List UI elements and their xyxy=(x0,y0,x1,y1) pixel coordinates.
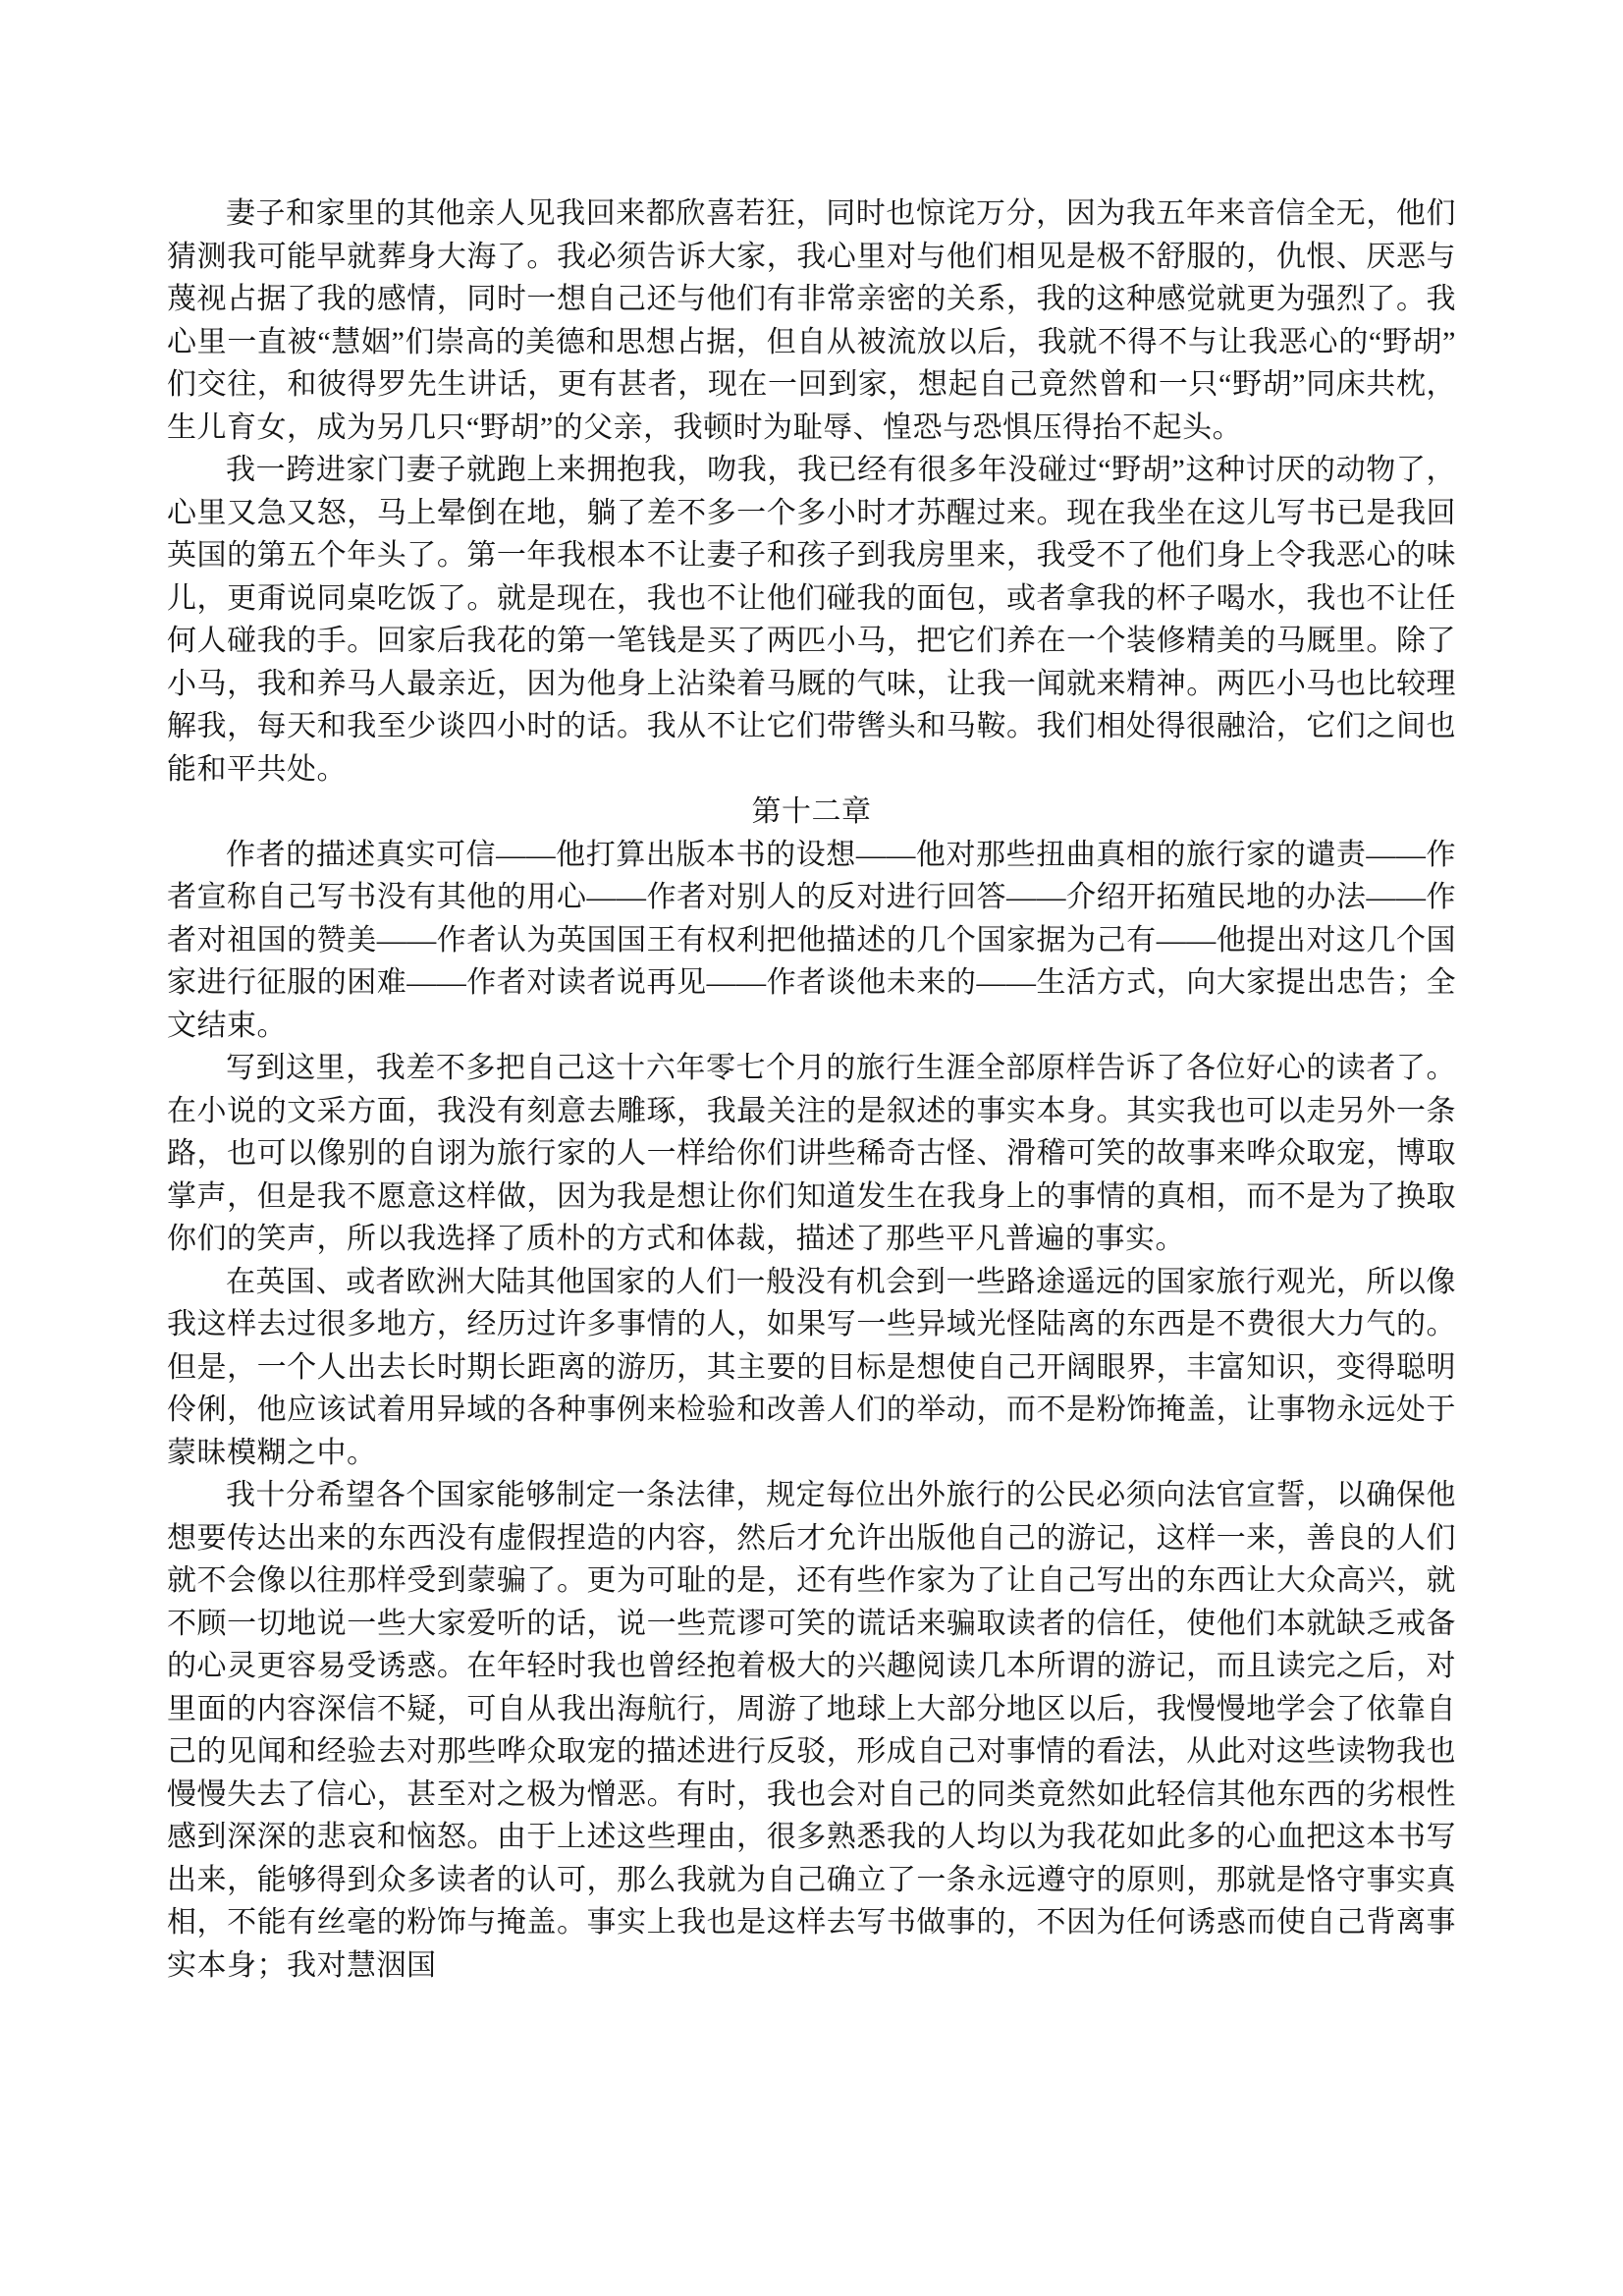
document-body xyxy=(167,192,1456,1987)
paragraph-travel-purpose: 在英国、或者欧洲大陆其他国家的人们一般没有机会到一些路途遥远的国家旅行观光，所以像我这样去过很多地方，经历过许多事情的人，如果写一些异域光怪陆离的东西是不费很大力气的。但是，一个人出去长时期长距离的游历，其主要的目标是想使自己开阔眼界，丰富知识，变得聪明伶俐，他应该试着用异域的各种事例来检验和改善人们的举动，而不是粉饰掩盖，让事物永远处于蒙昧模糊之中。 xyxy=(167,1265,1456,1469)
chapter-heading: 第十二章 xyxy=(751,795,872,828)
paragraph-wife-family: 妻子和家里的其他亲人见我回来都欣喜若狂，同时也惊诧万分，因为我五年来音信全无，他们猜测我可能早就葬身大海了。我必须告诉大家，我心里对与他们相见是极不舒服的，仇恨、厌恶与蔑视占据了我的感情，同时一想自己还与他们有非常亲密的关系，我的这种感觉就更为强烈了。我心里一直被“慧姻”们崇高的美德和思想占据，但自从被流放以后，我就不得不与让我恶心的“野胡”们交往，和彼得罗先生讲话，更有甚者，现在一回到家，想起自己竟然曾和一只“野胡”同床共枕，生儿育女，成为另几只“野胡”的父亲，我顿时为耻辱、惶恐与恐惧压得抬不起头。 xyxy=(167,197,1456,444)
paragraph-travel-law-truth: 我十分希望各个国家能够制定一条法律，规定每位出外旅行的公民必须向法官宣誓，以确保他想要传达出来的东西没有虚假捏造的内容，然后才允许出版他自己的游记，这样一来，善良的人们就不会像以往那样受到蒙骗了。更为可耻的是，还有些作家为了让自己写出的东西让大众高兴，就不顾一切地说一些大家爱听的话，说一些荒谬可笑的谎话来骗取读者的信任，使他们本就缺乏戒备的心灵更容易受诱惑。在年轻时我也曾经抱着极大的兴趣阅读几本所谓的游记，而且读完之后，对里面的内容深信不疑，可自从我出海航行，周游了地球上大部分地区以后，我慢慢地学会了依靠自己的见闻和经验去对那些哗众取宠的描述进行反驳，形成自己对事情的看法，从此对这些读物我也慢慢失去了信心，甚至对之极为憎恶。有时，我也会对自己的同类竟然如此轻信其他东西的劣根性感到深深的悲哀和恼怒。由于上述这些理由，很多熟悉我的人均以为我花如此多的心血把这本书写出来，能够得到众多读者的认可，那么我就为自己确立了一条永远遵守的原则，那就是恪守事实真相，不能有丝毫的粉饰与掩盖。事实上我也是这样去写书做事的，不因为任何诱惑而使自己背离事实本身；我对慧洇国 xyxy=(167,1479,1456,1982)
paragraph-chapter-summary: 作者的描述真实可信——他打算出版本书的设想——他对那些扭曲真相的旅行家的谴责——作者宣称自己写书没有其他的用心——作者对别人的反对进行回答——介绍开拓殖民地的办法——作者对祖国的赞美——作者认为英国国王有权利把他描述的几个国家据为己有——他提出对这几个国家进行征服的困难——作者对读者说再见——作者谈他未来的——生活方式，向大家提出忠告；全文结束。 xyxy=(167,838,1456,1042)
paragraph-homecoming-horses: 我一跨进家门妻子就跑上来拥抱我，吻我，我已经有很多年没碰过“野胡”这种讨厌的动物了，心里又急又怒，马上晕倒在地，躺了差不多一个多小时才苏醒过来。现在我坐在这儿写书已是我回英国的第五个年头了。第一年我根本不让妻子和孩子到我房里来，我受不了他们身上令我恶心的味儿，更甭说同桌吃饭了。就是现在，我也不让他们碰我的面包，或者拿我的杯子喝水，我也不让任何人碰我的手。回家后我花的第一笔钱是买了两匹小马，把它们养在一个装修精美的马厩里。除了小马，我和养马人最亲近，因为他身上沾染着马厩的气味，让我一闻就来精神。两匹小马也比较理解我，每天和我至少谈四小时的话。我从不让它们带辔头和马鞍。我们相处得很融洽，它们之间也能和平共处。 xyxy=(167,454,1456,786)
paragraph-writing-style: 写到这里，我差不多把自己这十六年零七个月的旅行生涯全部原样告诉了各位好心的读者了。在小说的文采方面，我没有刻意去雕琢，我最关注的是叙述的事实本身。其实我也可以走另外一条路，也可以像别的自诩为旅行家的人一样给你们讲些稀奇古怪、滑稽可笑的故事来哗众取宠，博取掌声，但是我不愿意这样做，因为我是想让你们知道发生在我身上的事情的真相，而不是为了换取你们的笑声，所以我选择了质朴的方式和体裁，描述了那些平凡普遍的事实。 xyxy=(167,1052,1456,1255)
